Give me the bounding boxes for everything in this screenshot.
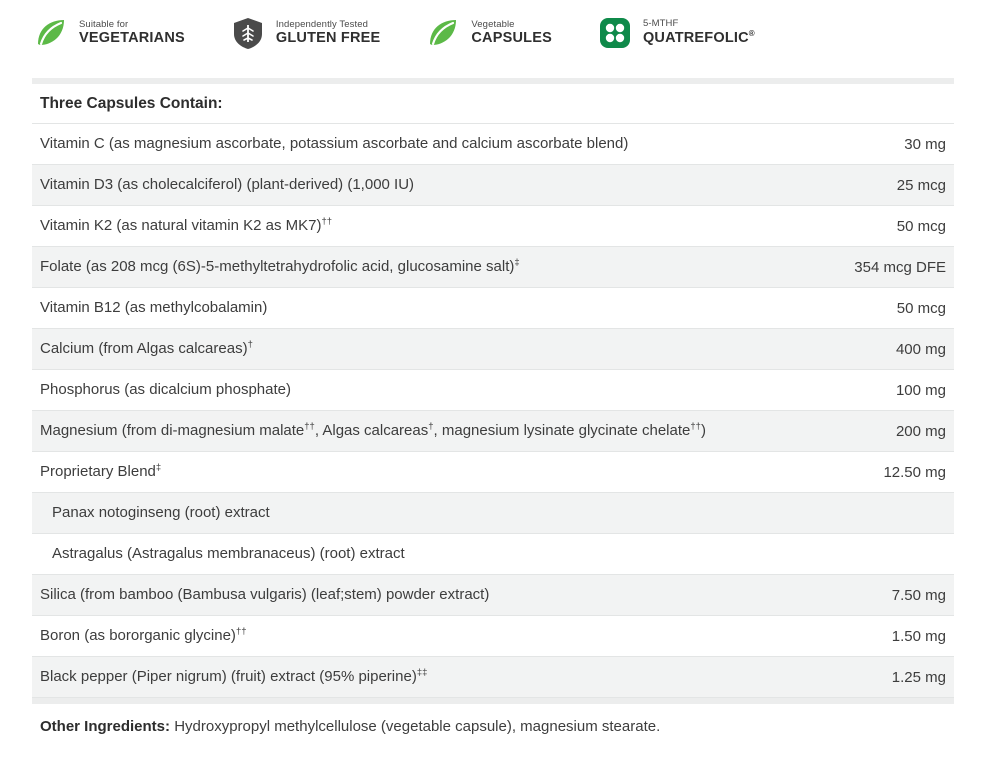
- table-row: [32, 124, 954, 165]
- ingredient-name: Vitamin D3 (as cholecalciferol) (plant-derived) (1,000 IU): [40, 175, 415, 193]
- other-ingredients-label: Other Ingredients:: [40, 718, 171, 735]
- table-row: [32, 657, 954, 698]
- supplement-facts-header: [32, 84, 954, 124]
- ingredient-amount: 12.50 mg: [883, 463, 946, 481]
- badge-gluten-free: [229, 14, 381, 52]
- shield-wheat-icon: [229, 14, 267, 52]
- ingredient-amount: 400 mg: [895, 340, 946, 358]
- badge-text: [276, 20, 381, 46]
- ingredient-name: Calcium (from Algas calcareas)†: [40, 338, 253, 357]
- leaf-capsule-icon: [424, 14, 462, 52]
- badge-text: [643, 19, 755, 46]
- badge-top-label: 5-MTHF: [642, 18, 679, 30]
- quatrefolic-icon: [596, 14, 634, 52]
- table-row: [32, 575, 954, 616]
- ingredient-name: Vitamin C (as magnesium ascorbate, potassium ascorbate and calcium ascorbate blend): [40, 134, 629, 152]
- ingredient-amount: 25 mcg: [896, 176, 946, 194]
- table-row: [32, 288, 954, 329]
- ingredient-amount: 200 mg: [895, 422, 946, 440]
- ingredient-name: Proprietary Blend‡: [40, 461, 162, 480]
- table-row: [32, 247, 954, 288]
- badge-text: [79, 20, 185, 46]
- supplement-facts-panel: [32, 78, 954, 737]
- ingredient-amount: 1.50 mg: [891, 627, 946, 645]
- table-row: [32, 165, 954, 206]
- ingredient-amount: 1.25 mg: [891, 668, 946, 686]
- serving-size-label: Three Capsules Contain:: [40, 94, 223, 112]
- ingredient-amount: 354 mcg DFE: [854, 258, 946, 276]
- table-row: [32, 206, 954, 247]
- table-row: [32, 452, 954, 493]
- ingredient-amount: 100 mg: [895, 381, 946, 399]
- table-row: [32, 534, 954, 575]
- ingredient-name: Folate (as 208 mcg (6S)-5-methyltetrahydrofolic acid, glucosamine salt)‡: [40, 256, 520, 275]
- badge-bottom-label: [643, 30, 755, 46]
- ingredient-name: Boron (as bororganic glycine)††: [40, 625, 247, 644]
- registered-mark: ®: [748, 29, 755, 39]
- ingredient-name: Black pepper (Piper nigrum) (fruit) extract (95% piperine)‡‡: [40, 666, 428, 685]
- table-row: [32, 329, 954, 370]
- table-row: [32, 411, 954, 452]
- ingredient-amount: 50 mcg: [896, 217, 946, 235]
- ingredient-name: Silica (from bamboo (Bambusa vulgaris) (leaf;stem) powder extract): [40, 585, 490, 603]
- leaf-icon: [32, 14, 70, 52]
- other-ingredients: [32, 698, 954, 737]
- other-ingredients-text: Hydroxypropyl methylcellulose (vegetable capsule), magnesium stearate.: [174, 718, 661, 735]
- table-row: [32, 370, 954, 411]
- badge-bottom-label: GLUTEN FREE: [275, 29, 381, 46]
- ingredient-name: Panax notoginseng (root) extract: [52, 503, 270, 521]
- ingredient-name: Astragalus (Astragalus membranaceus) (root) extract: [52, 544, 405, 562]
- badge-vegetable-capsules: [424, 14, 552, 52]
- badge-bottom-text: QUATREFOLIC: [642, 30, 749, 47]
- badge-bottom-label: VEGETARIANS: [79, 29, 185, 46]
- badge-bottom-label: CAPSULES: [471, 29, 552, 46]
- badge-vegetarians: [32, 14, 185, 52]
- badge-top-label: Independently Tested: [275, 18, 369, 30]
- ingredient-name: Vitamin K2 (as natural vitamin K2 as MK7)††: [40, 215, 333, 234]
- table-row: [32, 616, 954, 657]
- certification-badge-row: [0, 0, 986, 62]
- ingredient-name: Vitamin B12 (as methylcobalamin): [40, 298, 268, 316]
- badge-top-label: Vegetable: [471, 18, 515, 30]
- badge-quatrefolic: [596, 14, 755, 52]
- badge-text: [471, 20, 552, 46]
- ingredient-name: Phosphorus (as dicalcium phosphate): [40, 380, 291, 398]
- badge-top-label: Suitable for: [79, 18, 129, 30]
- ingredient-amount: 7.50 mg: [891, 586, 946, 604]
- ingredient-name: Magnesium (from di-magnesium malate††, Algas calcareas†, magnesium lysinate glycinate chelate††): [40, 420, 706, 439]
- ingredient-amount: 50 mcg: [896, 299, 946, 317]
- ingredient-rows: [32, 124, 954, 698]
- ingredient-amount: 30 mg: [904, 135, 946, 153]
- table-row: [32, 493, 954, 534]
